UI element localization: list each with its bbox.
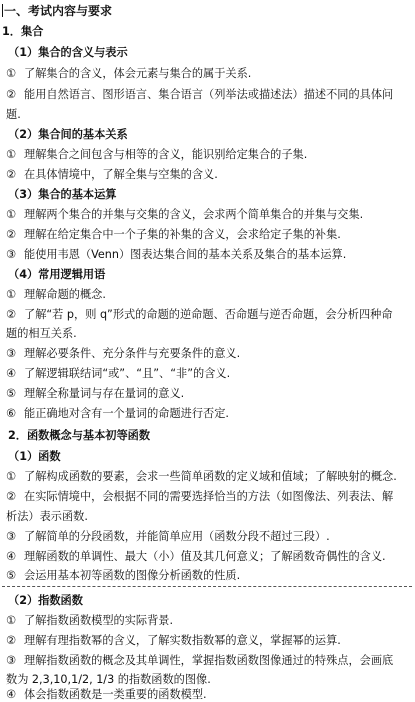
list-item: ① 理解命题的概念. — [6, 288, 106, 301]
list-item: ③ 能使用韦恩（Venn）图表达集合间的基本关系及集合的基本运算. — [6, 248, 347, 261]
section-heading: 1．集合 — [2, 25, 44, 38]
list-item: ② 在具体情境中，了解全集与空集的含义. — [6, 168, 218, 181]
list-item: ③ 理解必要条件、充分条件与充要条件的意义. — [6, 347, 241, 360]
list-item: ① 理解集合之间包含与相等的含义，能识别给定集合的子集. — [6, 148, 308, 161]
list-item: ③ 了解简单的分段函数，并能简单应用（函数分段不超过三段）. — [6, 530, 330, 543]
list-item: ① 了解构成函数的要素，会求一些简单函数的定义域和值域；了解映射的概念. — [6, 470, 397, 483]
subsection-heading: （3）集合的基本运算 — [8, 188, 117, 201]
list-item: ④ 了解逻辑联结词“或”、“且”、“非”的含义. — [6, 367, 231, 380]
list-item: ② 了解“若 p，则 q”形式的命题的逆命题、否命题与逆否命题，会分析四种命 — [6, 308, 393, 321]
list-item: ② 在实际情境中，会根据不同的需要选择恰当的方法（如图像法、列表法、解 — [6, 490, 394, 503]
list-item: ④ 体会指数函数是一类重要的函数模型. — [6, 688, 207, 701]
list-item: ③ 理解指数函数的概念及其单调性，掌握指数函数图像通过的特殊点，会画底 — [6, 654, 394, 667]
section-heading: 2．函数概念与基本初等函数 — [8, 429, 151, 442]
list-item-continuation: 析法）表示函数. — [6, 510, 88, 523]
list-item: ② 能用自然语言、图形语言、集合语言（列举法或描述法）描述不同的具体问 — [6, 88, 394, 101]
list-item: ⑤ 会运用基本初等函数的图像分析函数的性质. — [6, 569, 241, 582]
list-item: ① 了解指数函数模型的实际背景. — [6, 614, 173, 627]
list-item: ⑥ 能正确地对含有一个量词的命题进行否定. — [6, 407, 229, 420]
list-item-continuation: 题. — [6, 108, 21, 121]
document-title: 一、考试内容与要求 — [4, 4, 113, 18]
list-item: ① 理解两个集合的并集与交集的含义，会求两个简单集合的并集与交集. — [6, 208, 364, 221]
text-cursor — [2, 4, 3, 17]
list-item-continuation: 数为 2,3,10,1/2, 1/3 的指数函数的图像. — [6, 673, 211, 686]
subsection-heading: （2）指数函数 — [8, 594, 83, 607]
list-item: ② 理解有理指数幂的含义，了解实数指数幂的意义，掌握幂的运算. — [6, 634, 341, 647]
subsection-heading: （4）常用逻辑用语 — [8, 268, 106, 281]
list-item: ② 理解在给定集合中一个子集的补集的含义，会求给定子集的补集. — [6, 228, 341, 241]
list-item-continuation: 题的相互关系. — [6, 327, 77, 340]
list-item: ① 了解集合的含义，体会元素与集合的属于关系. — [6, 67, 252, 80]
subsection-heading: （1）函数 — [8, 450, 61, 463]
subsection-heading: （1）集合的含义与表示 — [8, 46, 128, 59]
subsection-heading: （2）集合间的基本关系 — [8, 128, 128, 141]
list-item: ⑤ 理解全称量词与存在量词的意义. — [6, 387, 185, 400]
list-item: ④ 理解函数的单调性、最大（小）值及其几何意义；了解函数奇偶性的含义. — [6, 550, 386, 563]
page-break-divider — [2, 586, 412, 587]
